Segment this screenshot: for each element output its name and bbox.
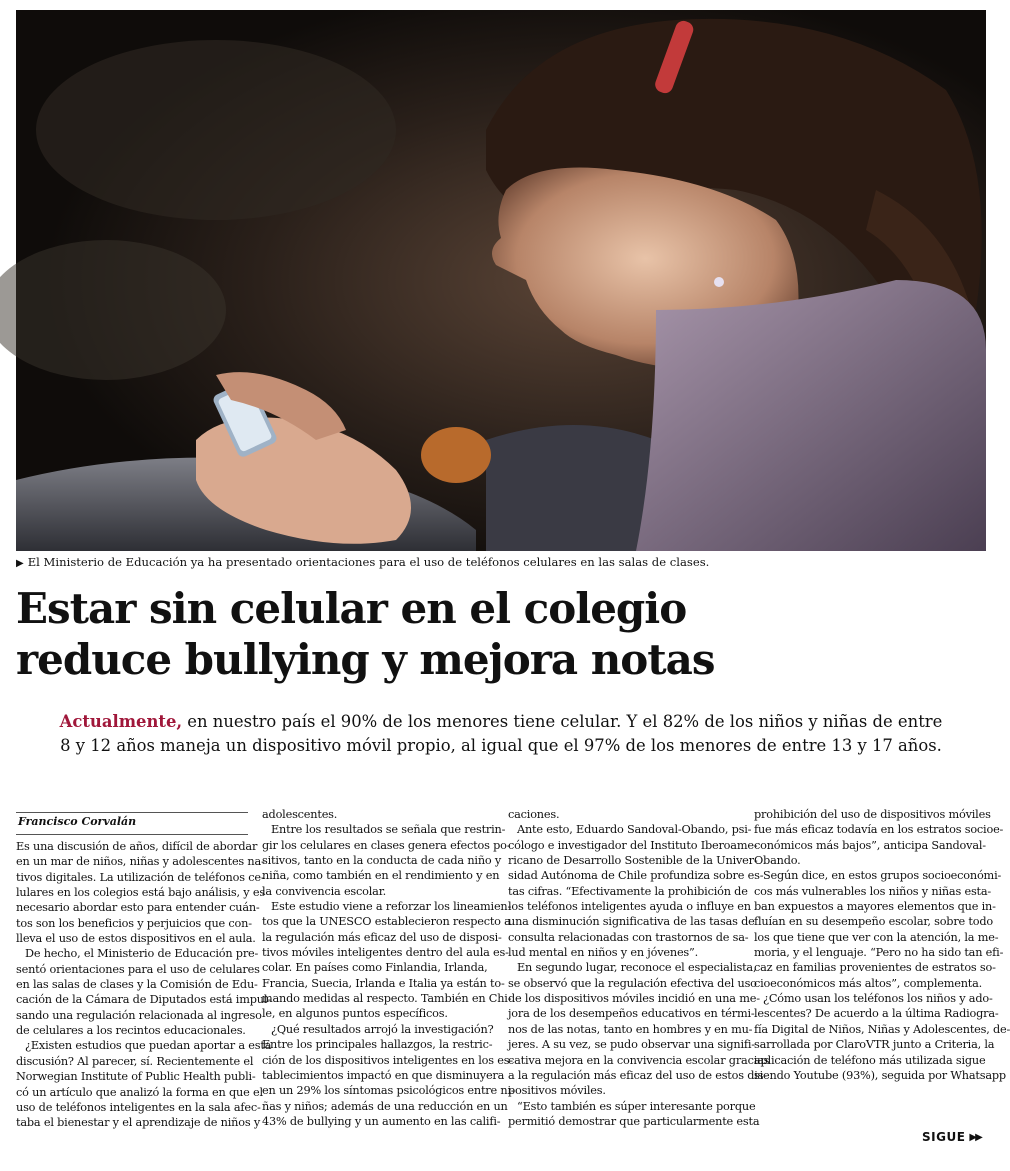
continue-label: SIGUE <box>922 1130 966 1144</box>
column-text-line: positivos móviles. <box>508 1084 606 1098</box>
byline: Francisco Corvalán <box>18 815 137 828</box>
double-arrow-icon: ▶▶ <box>969 1131 981 1143</box>
article-headline <box>16 583 986 685</box>
column-text-line: Según dice, en estos grupos socioeconómi- <box>763 869 1002 883</box>
article-column-4 <box>754 807 1010 1083</box>
article-lead <box>16 710 986 758</box>
article-photo <box>16 10 986 551</box>
photo-caption <box>16 555 986 569</box>
column-text-line: siendo Youtube (93%), seguida por Whatsapp <box>754 1068 1006 1082</box>
column-text-line: ¿Qué resultados arrojó la investigación? <box>271 1022 494 1036</box>
column-text-line: ban expuestos a mayores elementos que in- <box>754 900 996 914</box>
column-text-line: tablecimientos impactó en que disminuyera <box>262 1068 505 1082</box>
column-text-line: En segundo lugar, reconoce el especialista, <box>517 961 757 975</box>
column-text-line: en las salas de clases y la Comisión de Edu- <box>16 978 258 992</box>
column-text-line: ¿Existen estudios que puedan aportar a esta <box>25 1039 272 1053</box>
column-text-line: Obando. <box>754 854 801 868</box>
column-text-line: tivos digitales. La utilización de teléfonos ce- <box>16 870 265 884</box>
caption-text: El Ministerio de Educación ya ha presentado orientaciones para el uso de teléfonos celulares en las salas de clases. <box>27 555 710 569</box>
column-text-line: cación de la Cámara de Diputados está impul- <box>16 993 271 1007</box>
lead-line-1-rest: en nuestro país el 90% de los menores tiene celular. Y el 82% de los niños y niñas de entre <box>182 712 943 731</box>
column-text-line: tas cifras. “Efectivamente la prohibición de <box>508 884 748 898</box>
column-text-line: una disminución significativa de las tasas de <box>508 915 755 929</box>
column-text-line: ción de los dispositivos inteligentes en los es- <box>262 1053 513 1067</box>
column-text-line: Ante esto, Eduardo Sandoval-Obando, psi- <box>517 823 752 837</box>
column-text-line: fía Digital de Niños, Niñas y Adolescentes, de- <box>754 1022 1010 1036</box>
column-text-line: lud mental en niños y en jóvenes”. <box>508 946 698 960</box>
column-text-line: cioeconómicos más altos”, complementa. <box>754 976 983 990</box>
column-text-line: cólogo e investigador del Instituto Iberoame- <box>508 838 758 852</box>
column-text-line: sitivos, tanto en la conducta de cada niño y <box>262 854 502 868</box>
headline-line-1: Estar sin celular en el colegio <box>16 584 687 633</box>
column-text-line: adolescentes. <box>262 808 338 821</box>
column-text-line: tos son los beneficios y perjuicios que con- <box>16 916 252 930</box>
column-text-line: lleva el uso de estos dispositivos en el aula. <box>16 932 256 946</box>
column-text-line: De hecho, el Ministerio de Educación pre- <box>25 947 259 961</box>
lead-line-1 <box>16 710 986 734</box>
column-text-line: nos de las notas, tanto en hombres y en mu- <box>508 1022 753 1036</box>
column-text-line: la regulación más eficaz del uso de disposi- <box>262 930 502 944</box>
column-text-line: Este estudio viene a reforzar los lineamien- <box>271 900 512 914</box>
column-text-line: ¿Cómo usan los teléfonos los niños y ado- <box>763 992 993 1006</box>
column-text-line: sidad Autónoma de Chile profundiza sobre es- <box>508 869 764 883</box>
column-text-line: cos más vulnerables los niños y niñas esta- <box>754 884 992 898</box>
column-text-line: consulta relacionadas con trastornos de sa- <box>508 930 749 944</box>
column-text-line: fluían en su desempeño escolar, sobre todo <box>754 915 993 929</box>
column-text-line: a la regulación más eficaz del uso de estos dis- <box>508 1068 767 1082</box>
article-column-1 <box>16 839 272 1131</box>
column-text-line: en un 29% los síntomas psicológicos entre ni- <box>262 1084 515 1098</box>
column-text-line: caciones. <box>508 808 560 821</box>
column-text-line: lulares en los colegios está bajo análisis, y es <box>16 886 265 900</box>
byline-top-rule <box>16 812 248 813</box>
column-text-line: taba el bienestar y el aprendizaje de niños y <box>16 1116 261 1130</box>
column-text-line: cativa mejora en la convivencia escolar gracias <box>508 1053 770 1067</box>
column-text-line: Entre los resultados se señala que restrin- <box>271 823 506 837</box>
column-text-line: aplicación de teléfono más utilizada sigue <box>754 1053 986 1067</box>
column-text-line: colar. En países como Finlandia, Irlanda, <box>262 961 488 975</box>
column-text-line: 43% de bullying y un aumento en las califi- <box>262 1114 501 1128</box>
column-text-line: ricano de Desarrollo Sostenible de la Univer- <box>508 854 758 868</box>
column-text-line: moria, y el lenguaje. “Pero no ha sido tan efi- <box>754 946 1004 960</box>
column-text-line: le, en algunos puntos específicos. <box>262 1007 448 1021</box>
headline-line-2: reduce bullying y mejora notas <box>16 635 715 684</box>
column-text-line: tivos móviles inteligentes dentro del aula es- <box>262 946 509 960</box>
column-text-line: sando una regulación relacionada al ingreso <box>16 1008 262 1022</box>
column-text-line: Es una discusión de años, difícil de abordar <box>16 840 258 853</box>
column-text-line: la convivencia escolar. <box>262 884 387 898</box>
column-text-line: niña, como también en el rendimiento y en <box>262 869 500 883</box>
column-text-line: caz en familias provenientes de estratos so- <box>754 961 996 975</box>
column-text-line: necesario abordar esto para entender cuán- <box>16 901 260 915</box>
lead-line-2: 8 y 12 años maneja un dispositivo móvil propio, al igual que el 97% de los menores de entre 13 y 17 años. <box>60 736 942 755</box>
continue-marker[interactable] <box>922 1130 981 1144</box>
column-text-line: gir los celulares en clases genera efectos po- <box>262 838 511 852</box>
byline-bottom-rule <box>16 834 248 835</box>
column-text-line: Francia, Suecia, Irlanda e Italia ya están to- <box>262 976 505 990</box>
column-text-line: de celulares a los recintos educacionales. <box>16 1024 246 1038</box>
column-text-line: se observó que la regulación efectiva del uso <box>508 976 757 990</box>
column-text-line: sentó orientaciones para el uso de celulares <box>16 962 260 976</box>
caption-arrow-icon: ▶ <box>16 558 24 569</box>
column-text-line: “Esto también es súper interesante porque <box>517 1099 756 1113</box>
column-text-line: permitió demostrar que particularmente esta <box>508 1114 760 1128</box>
column-text-line: en un mar de niños, niñas y adolescentes na- <box>16 855 265 869</box>
column-text-line: Entre los principales hallazgos, la restric- <box>262 1038 493 1052</box>
column-text-line: jora de los desempeños educativos en térmi- <box>508 1007 755 1021</box>
column-text-line: lescentes? De acuerdo a la última Radiogra- <box>754 1007 999 1021</box>
lead-start: Actualmente, <box>59 712 183 731</box>
column-text-line: de los dispositivos móviles incidió en una me- <box>508 992 760 1006</box>
column-text-line: los que tiene que ver con la atención, la me- <box>754 930 999 944</box>
article-column-3 <box>508 807 770 1129</box>
column-text-line: jeres. A su vez, se pudo observar una signifi- <box>508 1038 755 1052</box>
column-text-line: fue más eficaz todavía en los estratos socioe- <box>754 823 1004 837</box>
column-text-line: ñas y niños; además de una reducción en un <box>262 1099 508 1113</box>
photo-girl-with-phone-icon <box>16 10 986 551</box>
column-text-line: tos que la UNESCO establecieron respecto a <box>262 915 511 929</box>
column-text-line: prohibición del uso de dispositivos móviles <box>754 808 991 821</box>
column-text-line: Norwegian Institute of Public Health publi- <box>16 1070 256 1084</box>
column-text-line: conómicos más bajos”, anticipa Sandoval- <box>754 838 986 852</box>
column-text-line: có un artículo que analizó la forma en que el <box>16 1085 263 1099</box>
column-text-line: sarrollada por ClaroVTR junto a Criteria, la <box>754 1038 995 1052</box>
column-text-line: uso de teléfonos inteligentes en la sala afec- <box>16 1100 261 1114</box>
article-column-2 <box>262 807 515 1129</box>
column-text-line: mando medidas al respecto. También en Chi- <box>262 992 512 1006</box>
column-text-line: discusión? Al parecer, sí. Recientemente el <box>16 1054 254 1068</box>
column-text-line: los teléfonos inteligentes ayuda o influye en <box>508 900 751 914</box>
